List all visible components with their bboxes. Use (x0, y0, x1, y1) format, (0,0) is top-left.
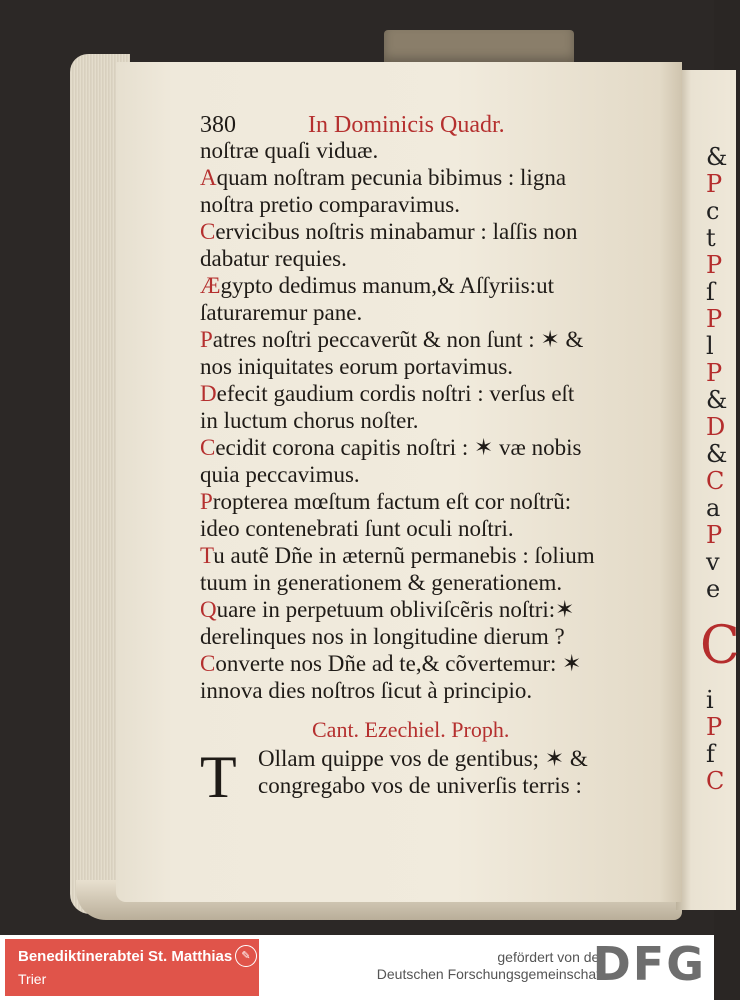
verse-text: derelinques nos in longitudine dierum ? (200, 624, 565, 649)
rubric-initial: T (200, 543, 214, 568)
library-icon: ✎ (235, 945, 257, 967)
verse-line (200, 435, 581, 461)
verse-text: ideo contenebrati ſunt oculi noſtri. (200, 516, 514, 541)
page-number: 380 (200, 112, 236, 138)
verse-text: nos iniquitates eorum portavimus. (200, 354, 514, 379)
running-title: In Dominicis Quadr. (308, 112, 505, 138)
facing-page-glyph: C (700, 616, 740, 676)
dfg-logo[interactable]: DFG (592, 937, 706, 991)
verse-text: noſtra pretio comparavimus. (200, 192, 460, 217)
verse-text: ſaturaremur pane. (200, 300, 363, 325)
facing-page-glyph: D (706, 413, 726, 441)
canticle-line-1: Ollam quippe vos de gentibus; ✶ & (258, 746, 588, 771)
verse-line (200, 381, 574, 407)
verse-text: tuum in generationem & generationem. (200, 570, 563, 595)
funding-line-1: gefördert von der (497, 949, 604, 965)
bookmark-tab (384, 30, 574, 64)
rubric-initial: Q (200, 597, 217, 622)
funding-line-2: Deutschen Forschungsgemeinschaft (376, 966, 604, 982)
facing-page-glyph: a (706, 494, 721, 522)
facing-page-glyph: P (706, 251, 723, 279)
facing-page-glyph: v (706, 548, 720, 576)
facing-page-glyph: & (706, 143, 728, 171)
facing-page-glyph: c (706, 197, 720, 225)
verse-line (200, 624, 565, 650)
facing-page-glyph: P (706, 170, 723, 198)
canticle-line-2: congregabo vos de univerſis terris : (258, 773, 582, 798)
verse-line (200, 462, 360, 488)
rubric-initial: D (200, 381, 217, 406)
facing-page-glyph: P (706, 713, 723, 741)
institution-logo[interactable] (5, 939, 259, 996)
drop-cap: T (200, 744, 237, 810)
verse-line (200, 651, 581, 677)
rubric-initial: C (200, 435, 216, 460)
verse-text: gypto dedimus manum,& Aſſyriis:ut (220, 273, 554, 298)
facing-page-glyph: C (706, 767, 725, 795)
facing-page-glyph: i (706, 686, 714, 714)
verse-line (200, 246, 347, 272)
facing-page-glyph: & (706, 386, 728, 414)
verse-line (200, 570, 562, 596)
verse-text: uare in perpetuum obliviſcẽris noſtri:✶ (216, 597, 575, 622)
facing-page (676, 70, 740, 910)
facing-page-glyph: e (706, 575, 721, 603)
verse-text: noſtræ quaſi viduæ. (200, 138, 379, 163)
verse-line (200, 192, 460, 218)
verse-line (200, 327, 583, 353)
institution-name: Benediktinerabtei St. Matthias (18, 948, 233, 965)
facing-page-glyph: t (706, 224, 716, 252)
facing-page-glyph: P (706, 521, 723, 549)
verse-line (200, 408, 418, 434)
rubric-initial: C (200, 651, 216, 676)
facing-page-glyph: & (706, 440, 728, 468)
verse-line (200, 138, 378, 164)
verse-line (200, 678, 532, 704)
footer-bar (0, 935, 714, 1000)
funding-note (377, 949, 604, 983)
verse-line (200, 273, 554, 299)
verse-line (200, 219, 578, 245)
verse-line (200, 489, 571, 515)
verse-text: u autẽ Dñe in æternũ permanebis : ſolium (213, 543, 595, 568)
verse-text: ecidit corona capitis noſtri : ✶ væ nobis (215, 435, 582, 460)
verse-text: onverte nos Dñe ad te,& cõvertemur: ✶ (215, 651, 582, 676)
verse-line (200, 516, 514, 542)
rubric-initial: A (200, 165, 217, 190)
facing-page-glyph: C (706, 467, 725, 495)
verse-line (200, 597, 574, 623)
rubric-initial: Æ (200, 273, 221, 298)
rubric-initial: P (200, 327, 213, 352)
facing-page-glyph: P (706, 305, 723, 333)
canticle-heading: Cant. Ezechiel. Proph. (312, 717, 510, 742)
institution-city: Trier (18, 971, 47, 987)
rubric-initial: P (200, 489, 213, 514)
verse-text: in luctum chorus noſter. (200, 408, 419, 433)
verse-text: innova dies noſtros ſicut à principio. (200, 678, 533, 703)
facing-page-glyph: P (706, 359, 723, 387)
facing-page-glyph: l (706, 332, 714, 360)
verse-text: dabatur requies. (200, 246, 347, 271)
facing-page-glyph: ſ (706, 278, 715, 306)
verse-text: quam noſtram pecunia bibimus : ligna (216, 165, 567, 190)
rubric-initial: C (200, 219, 216, 244)
verse-line (200, 543, 595, 569)
verse-line (200, 165, 566, 191)
verse-text: ropterea mœſtum factum eſt cor noſtrũ: (212, 489, 572, 514)
facing-page-glyph: f (706, 740, 715, 768)
verse-text: efecit gaudium cordis noſtri : verſus eſt (216, 381, 575, 406)
verse-text: ervicibus noſtris minabamur : laſſis non (215, 219, 578, 244)
verse-text: quia peccavimus. (200, 462, 360, 487)
verse-line (200, 300, 362, 326)
verse-text: atres noſtri peccaverũt & non ſunt : ✶ & (212, 327, 584, 352)
verse-line (200, 354, 513, 380)
